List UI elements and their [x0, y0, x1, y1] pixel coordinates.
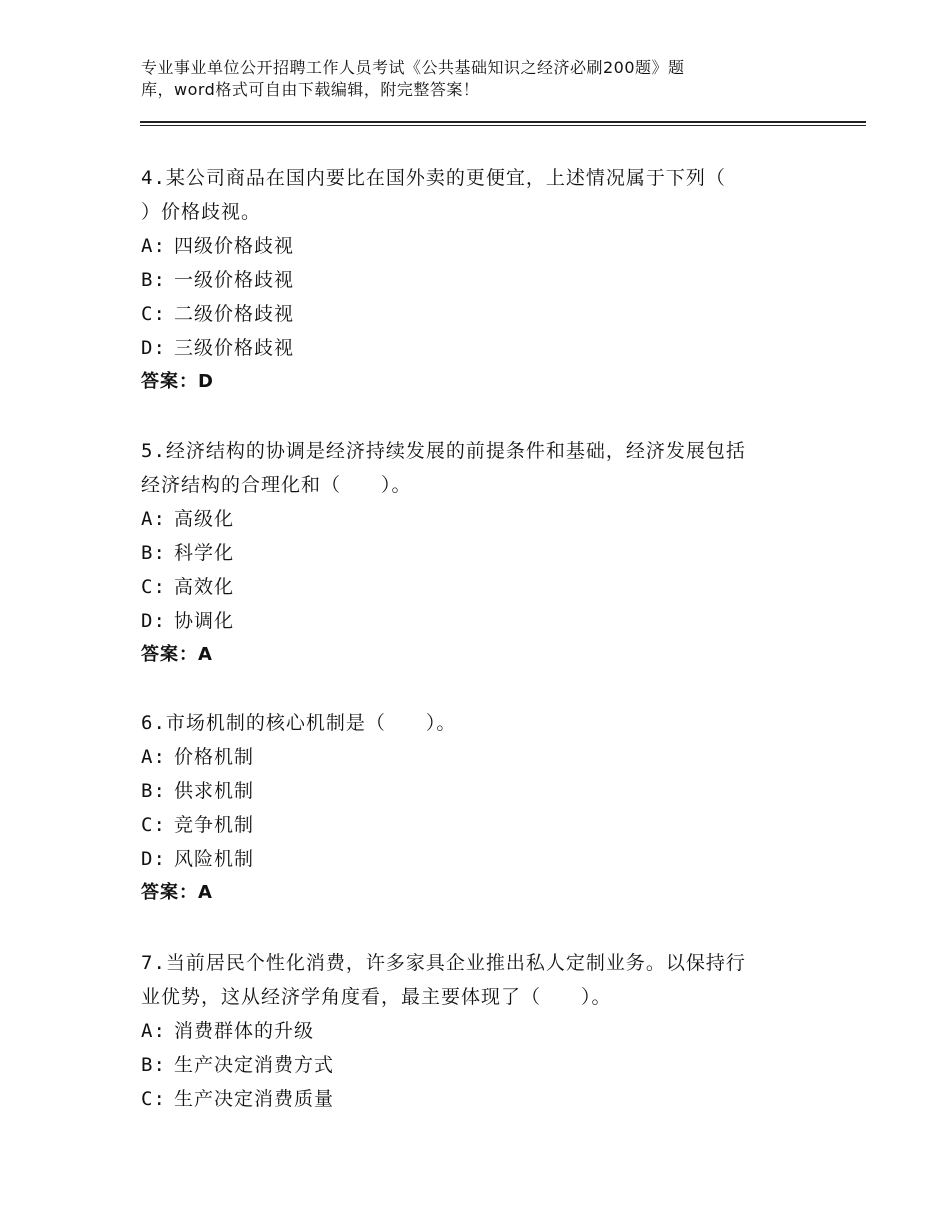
option-letter: D:	[141, 848, 166, 870]
question-6	[141, 706, 801, 910]
question-stem-line: ）价格歧视。	[141, 201, 262, 223]
header-divider	[140, 121, 866, 126]
option-letter: B:	[141, 780, 166, 802]
option-d	[141, 842, 801, 876]
option-text: 价格机制	[174, 746, 255, 768]
option-letter: C:	[141, 303, 166, 325]
option-text: 消费群体的升级	[174, 1020, 315, 1042]
answer-label: 答案：D	[141, 371, 214, 392]
option-letter: B:	[141, 542, 166, 564]
question-stem-line: 业优势，这从经济学角度看，最主要体现了（ ）。	[141, 986, 612, 1008]
option-text: 供求机制	[174, 780, 255, 802]
question-stem-line: 经济结构的合理化和（ ）。	[141, 474, 412, 496]
option-text: 风险机制	[174, 848, 255, 870]
header-line: 专业事业单位公开招聘工作人员考试《公共基础知识之经济必刷200题》题	[141, 58, 685, 77]
option-b	[141, 263, 801, 297]
option-text: 二级价格歧视	[174, 303, 295, 325]
question-stem-line: 6.市场机制的核心机制是（ ）。	[141, 712, 457, 734]
option-b	[141, 1048, 801, 1082]
question-4	[141, 161, 801, 399]
option-text: 一级价格歧视	[174, 269, 295, 291]
document-header	[141, 57, 781, 101]
option-text: 四级价格歧视	[174, 235, 295, 257]
option-b	[141, 774, 801, 808]
option-text: 协调化	[174, 610, 235, 632]
option-text: 竞争机制	[174, 814, 255, 836]
option-d	[141, 331, 801, 365]
question-stem-line: 7.当前居民个性化消费，许多家具企业推出私人定制业务。以保持行	[141, 952, 746, 974]
option-a	[141, 1014, 801, 1048]
option-c	[141, 1082, 801, 1116]
question-stem-line: 4.某公司商品在国内要比在国外卖的更便宜，上述情况属于下列（	[141, 167, 726, 189]
option-text: 科学化	[174, 542, 235, 564]
option-letter: C:	[141, 814, 166, 836]
option-letter: B:	[141, 1054, 166, 1076]
option-letter: A:	[141, 746, 166, 768]
option-a	[141, 740, 801, 774]
option-letter: A:	[141, 1020, 166, 1042]
option-letter: D:	[141, 337, 166, 359]
option-letter: D:	[141, 610, 166, 632]
answer-label: 答案：A	[141, 882, 213, 903]
option-c	[141, 297, 801, 331]
option-d	[141, 604, 801, 638]
question-5	[141, 434, 801, 672]
question-stem-line: 5.经济结构的协调是经济持续发展的前提条件和基础，经济发展包括	[141, 440, 746, 462]
option-letter: C:	[141, 576, 166, 598]
option-c	[141, 808, 801, 842]
option-text: 生产决定消费方式	[174, 1054, 335, 1076]
option-letter: A:	[141, 235, 166, 257]
answer-label: 答案：A	[141, 644, 213, 665]
option-a	[141, 502, 801, 536]
option-c	[141, 570, 801, 604]
option-text: 三级价格歧视	[174, 337, 295, 359]
option-b	[141, 536, 801, 570]
option-a	[141, 229, 801, 263]
option-text: 生产决定消费质量	[174, 1088, 335, 1110]
option-letter: B:	[141, 269, 166, 291]
option-text: 高效化	[174, 576, 235, 598]
header-line: 库，word格式可自由下载编辑，附完整答案！	[141, 80, 480, 99]
option-letter: A:	[141, 508, 166, 530]
question-7	[141, 946, 801, 1116]
option-letter: C:	[141, 1088, 166, 1110]
option-text: 高级化	[174, 508, 235, 530]
